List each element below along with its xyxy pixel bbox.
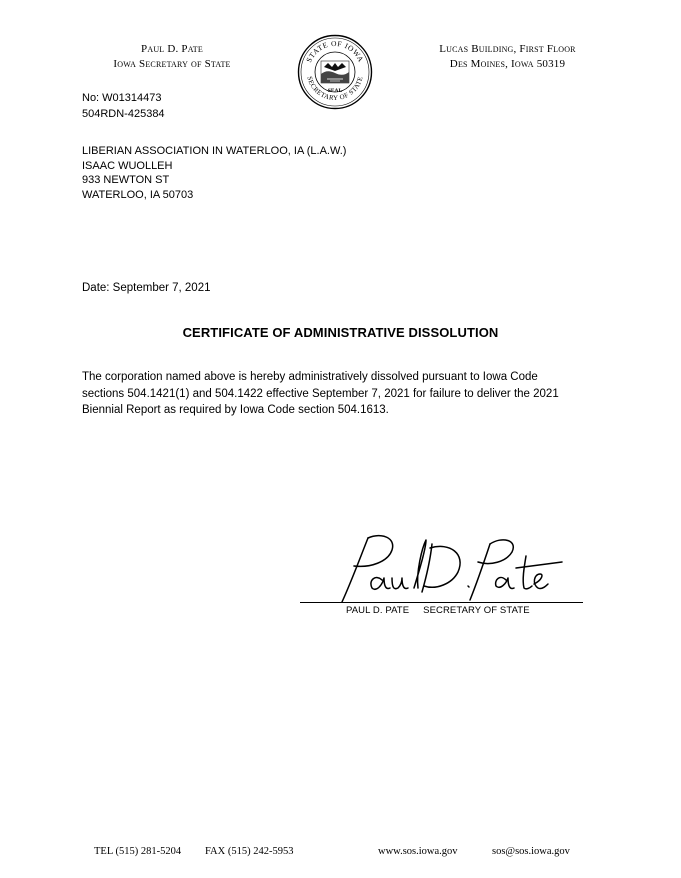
footer-telephone: TEL (515) 281-5204: [94, 846, 182, 857]
office-building: Lucas Building, First Floor: [439, 43, 576, 55]
document-date: Date: September 7, 2021: [82, 282, 211, 294]
letterhead-left: [92, 42, 252, 72]
footer-website-link[interactable]: www.sos.iowa.gov: [378, 846, 458, 857]
recipient-organization: LIBERIAN ASSOCIATION IN WATERLOO, IA (L.A.W.): [82, 145, 347, 157]
recipient-contact: ISAAC WUOLLEH: [82, 159, 173, 172]
seal-top-text: STATE OF IOWA: [304, 38, 366, 64]
document-reference: 504RDN-425384: [82, 108, 165, 120]
office-city: Des Moines, Iowa 50319: [449, 58, 566, 70]
seal-bottom-text: SECRETARY OF STATE: [305, 75, 365, 103]
document-number: No: W01314473: [82, 92, 162, 104]
signer-name: PAUL D. PATE: [346, 605, 410, 616]
footer-email-link[interactable]: sos@sos.iowa.gov: [492, 846, 570, 857]
secretary-title: Iowa Secretary of State: [113, 58, 231, 70]
state-seal-icon: [297, 34, 373, 110]
seal-center-text: SEAL: [327, 88, 343, 94]
certificate-title: CERTIFICATE OF ADMINISTRATIVE DISSOLUTION: [182, 325, 499, 340]
signer-caption: [346, 605, 530, 616]
signer-title: SECRETARY OF STATE: [423, 605, 530, 616]
document-identifiers: [82, 90, 165, 122]
handwritten-signature: [330, 528, 570, 608]
footer-fax: FAX (515) 242-5953: [205, 846, 294, 857]
letterhead-right: [420, 42, 595, 72]
secretary-name: Paul D. Pate: [141, 43, 203, 55]
signature-line: [300, 602, 583, 603]
recipient-street: 933 NEWTON ST: [82, 174, 170, 186]
recipient-city: WATERLOO, IA 50703: [82, 188, 194, 201]
certificate-body: The corporation named above is hereby administratively dissolved pursuant to Iowa Code sections 504.1421(1) and 504.1422 effective September 7, 2021 for failure to deliver the 2021 Biennial Report as required by Iowa Code section 504.1613.: [82, 371, 559, 416]
recipient-address: [82, 144, 346, 202]
